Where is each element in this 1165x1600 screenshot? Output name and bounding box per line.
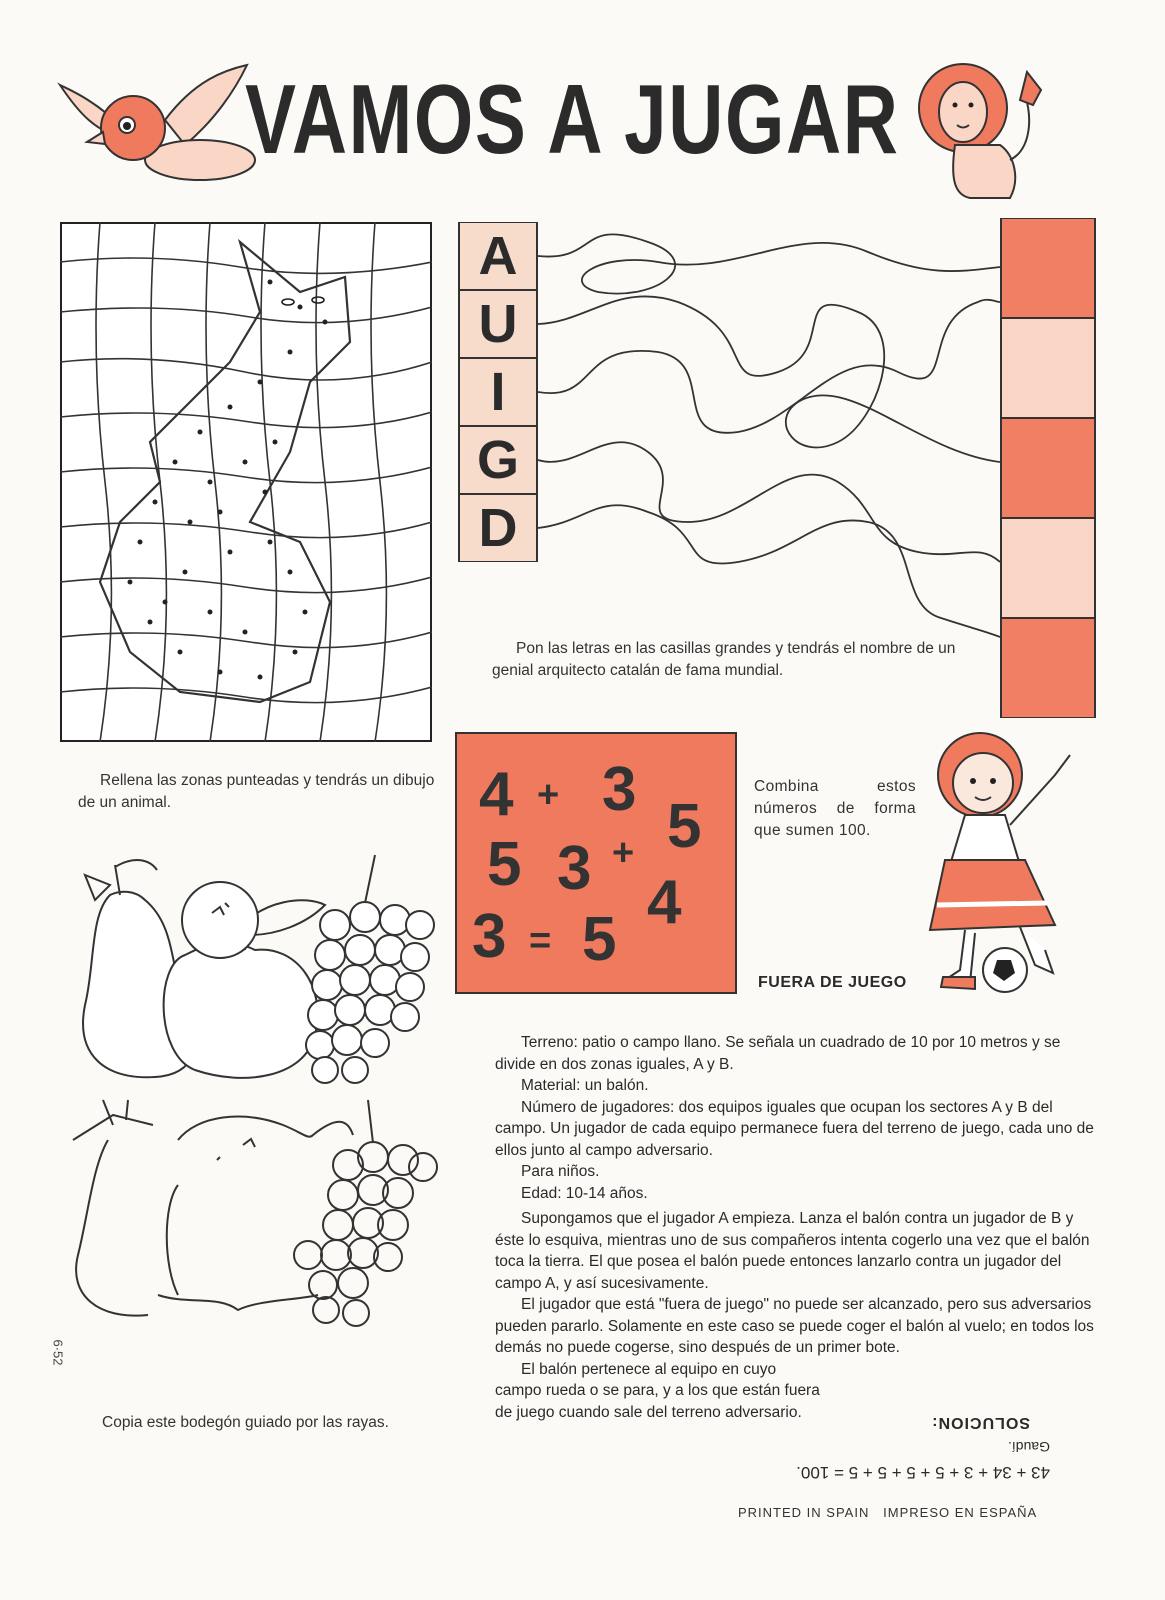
answer-box[interactable] xyxy=(1000,418,1096,518)
imprint: PRINTED IN SPAIN IMPRESO EN ESPAÑA xyxy=(738,1505,1038,1520)
letter-box: G xyxy=(458,426,538,494)
maze-caption: Pon las letras en las casillas grandes y tendrás el nombre de un genial arquitecto catalán de fama mundial. xyxy=(492,640,956,679)
game-paragraph: Supongamos que el jugador A empieza. Lanza el balón contra un jugador de B y éste lo esquiva, mientras uno de sus compañeros intenta cogerlo una vez que el balón toca la tierra. El que posea el balón puede entonces lanzarlo contra un jugador del campo A, y así sucesivamente. xyxy=(495,1210,1090,1292)
number-token: 3 xyxy=(472,902,507,971)
game-paragraph: Número de jugadores: dos equipos iguales que ocupan los sectores A y B del campo. Un jugador de cada equipo permanece fuera del terreno de juego, cada uno de ellos junto al campo adversario. xyxy=(495,1098,1094,1159)
number-token: 4 xyxy=(647,868,682,937)
lion-illustration xyxy=(915,50,1055,205)
game-paragraph: Edad: 10-14 años. xyxy=(521,1184,648,1202)
page-title: VAMOS A JUGAR xyxy=(245,64,900,174)
letter-box: U xyxy=(458,290,538,358)
numbers-puzzle-box xyxy=(455,732,737,994)
still-life-caption: Copia este bodegón guiado por las rayas. xyxy=(102,1414,389,1431)
game-paragraph: El jugador que está "fuera de juego" no puede ser alcanzado, pero sus adversarios pueden pararlo. Solamente en este caso se puede coger el balón al vuelo; en todos los demás no puede cogerse, sino después de un primer bote. xyxy=(495,1296,1094,1356)
game-paragraph: Terreno: patio o campo llano. Se señala un cuadrado de 10 por 10 metros y se divide en dos zonas iguales, A y B. xyxy=(495,1034,1061,1073)
game-paragraph: Material: un balón. xyxy=(521,1077,649,1094)
game-heading: FUERA DE JUEGO xyxy=(758,974,907,991)
game-paragraph: El balón pertenece al equipo en cuyo campo rueda o se para, y a los que están fuera de juego cuando sale del terreno adversario. xyxy=(495,1360,820,1421)
numbers-caption: Combina estos números de forma que sumen 100. xyxy=(754,778,916,839)
solution-answer-1: Gaudí. xyxy=(1007,1439,1050,1455)
letter-column xyxy=(458,222,538,562)
operator-token: + xyxy=(612,832,635,874)
number-token: 5 xyxy=(582,905,617,974)
game-text xyxy=(495,1032,1095,1423)
solution-block xyxy=(760,1408,1050,1486)
game-paragraph: Para niños. xyxy=(521,1163,600,1180)
bird-illustration xyxy=(55,60,260,190)
number-token: 5 xyxy=(667,792,702,861)
fruit-bowl-drawing xyxy=(65,855,440,1105)
still-life-guide xyxy=(68,1095,443,1345)
answer-box[interactable] xyxy=(1000,518,1096,618)
operator-token: + xyxy=(537,774,560,816)
mosaic-caption: Rellena las zonas punteadas y tendrás un dibujo de un animal. xyxy=(78,772,435,811)
maze-lines xyxy=(538,222,1000,662)
answer-box[interactable] xyxy=(1000,318,1096,418)
answer-box[interactable] xyxy=(1000,618,1096,718)
page-code: 6·52 xyxy=(50,1339,66,1366)
number-token: 4 xyxy=(479,760,514,829)
letter-box: I xyxy=(458,358,538,426)
number-token: 5 xyxy=(487,830,522,899)
answer-column xyxy=(1000,218,1096,718)
mosaic-puzzle xyxy=(60,222,432,742)
operator-token: = xyxy=(529,920,552,962)
letter-box: A xyxy=(458,222,538,290)
answer-box[interactable] xyxy=(1000,218,1096,318)
solution-heading: SOLUCION: xyxy=(931,1414,1030,1431)
number-token: 3 xyxy=(557,834,592,903)
girl-illustration xyxy=(925,715,1095,1005)
number-token: 3 xyxy=(602,755,637,824)
solution-answer-2: 43 + 34 + 3 + 5 + 5 + 5 + 5 = 100. xyxy=(796,1463,1050,1482)
letter-box: D xyxy=(458,494,538,562)
